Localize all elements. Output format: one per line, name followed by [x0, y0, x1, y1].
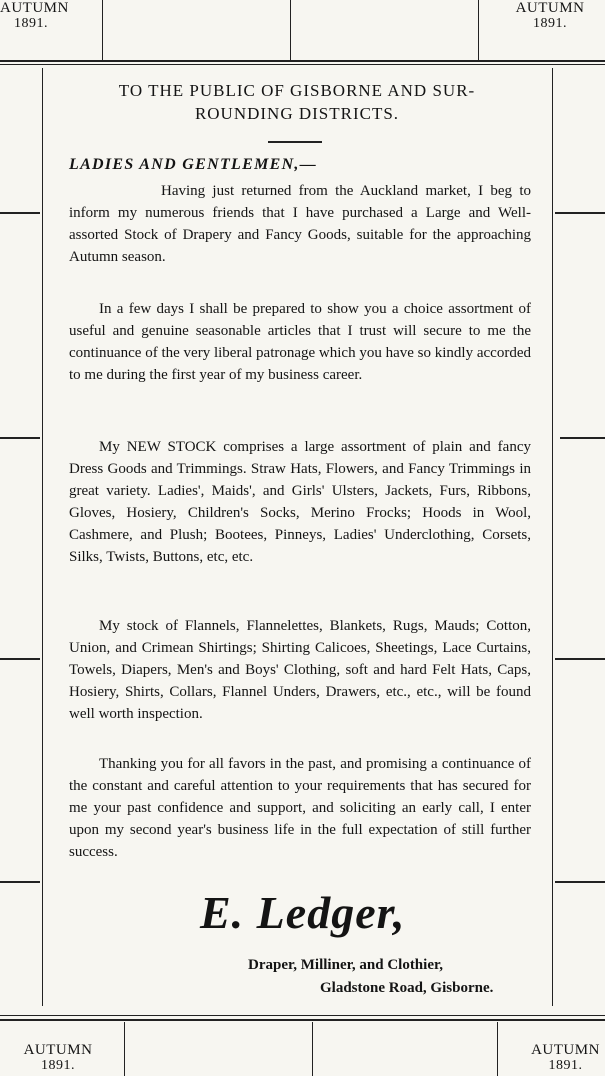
corner-label-bottom-right: [526, 1042, 605, 1074]
margin-tick: [0, 658, 40, 660]
corner-year: 1891.: [14, 16, 48, 31]
bottom-border-rule: [0, 1019, 605, 1021]
salutation: LADIES AND GENTLEMEN,—: [69, 156, 318, 173]
border-divider: [312, 1022, 313, 1076]
corner-year: 1891.: [548, 1058, 583, 1073]
border-divider: [102, 0, 103, 60]
advert-heading-line-1: TO THE PUBLIC OF GISBORNE AND SUR-: [118, 81, 476, 100]
bottom-border-rule-thin: [0, 1015, 605, 1016]
margin-tick: [555, 658, 605, 660]
corner-label-top-left: [0, 0, 69, 32]
paragraph-assortment: In a few days I shall be prepared to show you a choice assortment of useful and genuine seasonable articles that I trust will secure to me the continuance of the very liberal patronage which you have so kindly accorded to me during the first year of my business career.: [69, 301, 531, 383]
margin-tick: [0, 212, 40, 214]
top-border-rule-thin: [0, 64, 605, 65]
border-divider: [478, 0, 479, 60]
margin-tick: [0, 437, 40, 439]
address-line: Gladstone Road, Gisborne.: [320, 980, 494, 996]
border-divider: [497, 1022, 498, 1076]
paragraph-new-stock: My NEW STOCK comprises a large assortment of plain and fancy Dress Goods and Trimmings. Straw Hats, Flowers, and Fancy Trimmings in great variety. Ladies', Maids', and Girls' Ulsters, Jackets, Furs, Ribbons, Gloves, Hosiery, Children's Socks, Merino Frocks; Hoods in Wool, Cashmere, and Plush; Bootees, Pinneys, Ladies' Underclothing, Corsets, Silks, Twists, Buttons, etc, etc.: [69, 439, 531, 565]
signature: E. Ledger,: [200, 887, 406, 938]
margin-tick: [0, 881, 40, 883]
paragraph-flannels: My stock of Flannels, Flannelettes, Blankets, Rugs, Mauds; Cotton, Union, and Crimean Shirtings; Shirting Calicoes, Sheetings, Lace Curtains, Towels, Diapers, Men's and Boys' Clothing, soft and hard Felt Hats, Caps, Hosiery, Shirts, Collars, Flannel Unders, Drawers, etc., etc., will be found well worth inspection.: [69, 618, 531, 722]
trade-line: Draper, Milliner, and Clothier,: [248, 957, 444, 973]
margin-tick: [555, 212, 605, 214]
corner-season: AUTUMN: [23, 1042, 93, 1058]
border-divider: [290, 0, 291, 60]
corner-label-bottom-left: [14, 1042, 102, 1074]
corner-season: AUTUMN: [515, 0, 585, 16]
margin-tick: [560, 437, 605, 439]
corner-year: 1891.: [533, 16, 567, 31]
corner-season: AUTUMN: [0, 0, 69, 16]
paragraph-thanks: Thanking you for all favors in the past, and promising a continuance of the constant and careful attention to your requirements that has secured for me your past confidence and support, and soliciting an early call, I enter upon my second year's business life in the full expectation of still further success.: [69, 756, 531, 860]
corner-label-top-right: [506, 0, 594, 32]
border-divider: [124, 1022, 125, 1076]
corner-year: 1891.: [41, 1058, 75, 1073]
paragraph-return-from-market: Having just returned from the Auckland market, I beg to inform my numerous friends that I have purchased a Large and Well-assorted Stock of Drapery and Fancy Goods, suitable for the approaching Autumn season.: [69, 183, 531, 265]
corner-season: AUTUMN: [531, 1042, 600, 1058]
top-border-rule: [0, 60, 605, 62]
heading-rule: [268, 141, 322, 143]
margin-tick: [555, 881, 605, 883]
advert-heading-line-2: ROUNDING DISTRICTS.: [194, 104, 400, 123]
